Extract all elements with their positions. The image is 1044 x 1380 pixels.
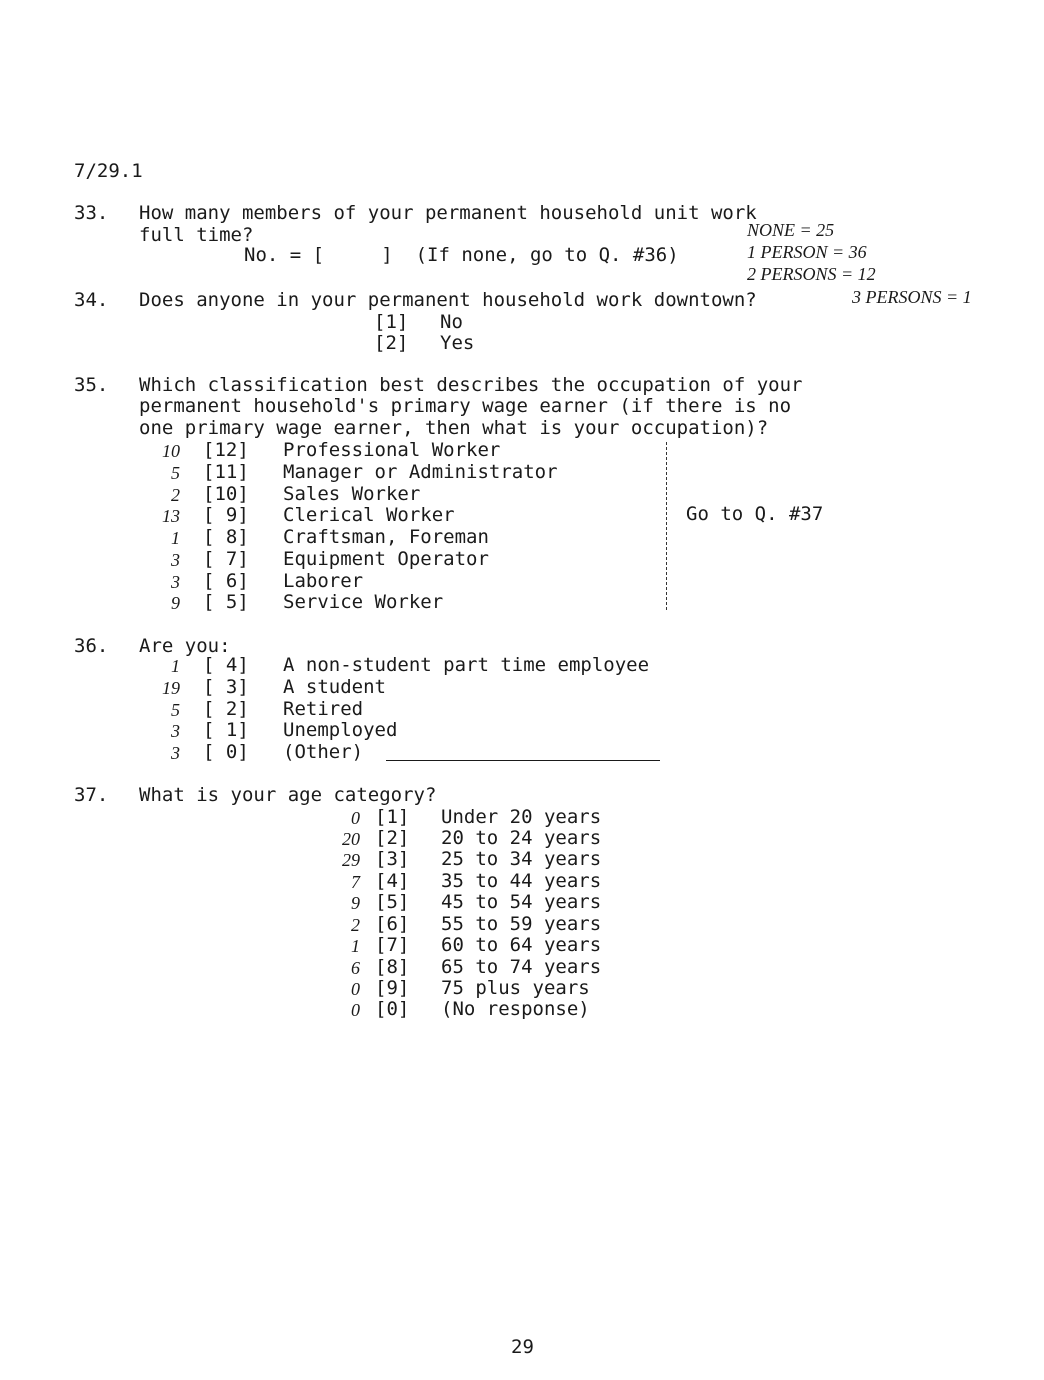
- q33-text-line1: How many members of your permanent household unit work: [139, 202, 757, 224]
- q36-count: 3: [171, 743, 180, 763]
- q37-label: 55 to 59 years: [441, 913, 602, 935]
- q37-code[interactable]: [3]: [375, 848, 410, 870]
- q35-count: 3: [171, 572, 180, 592]
- q35-text-line3: one primary wage earner, then what is your occupation)?: [139, 417, 769, 439]
- q36-code[interactable]: [ 3]: [203, 676, 249, 698]
- q35-code[interactable]: [10]: [203, 483, 249, 505]
- q37-code[interactable]: [4]: [375, 870, 410, 892]
- q35-number: 35.: [74, 374, 109, 396]
- q37-number: 37.: [74, 784, 109, 806]
- q37-count: 20: [342, 829, 360, 849]
- q35-code[interactable]: [ 5]: [203, 591, 249, 613]
- q35-label: Sales Worker: [283, 483, 421, 505]
- q34-number: 34.: [74, 289, 109, 311]
- q37-count: 0: [351, 808, 360, 828]
- q37-text: What is your age category?: [139, 784, 437, 806]
- q36-label: Retired: [283, 698, 364, 720]
- q36-number: 36.: [74, 635, 109, 657]
- q35-label: Laborer: [283, 570, 364, 592]
- q35-skip-divider: [666, 442, 667, 610]
- q37-count: 2: [351, 915, 360, 935]
- q37-label: 25 to 34 years: [441, 848, 602, 870]
- q35-label: Equipment Operator: [283, 548, 489, 570]
- page-number: 29: [511, 1336, 534, 1358]
- q33-tally-1-person: 1 PERSON = 36: [747, 242, 867, 262]
- q35-code[interactable]: [12]: [203, 439, 249, 461]
- q36-code[interactable]: [ 4]: [203, 654, 249, 676]
- q33-tally-2-persons: 2 PERSONS = 12: [747, 264, 876, 284]
- q37-code[interactable]: [8]: [375, 956, 410, 978]
- q35-code[interactable]: [ 9]: [203, 504, 249, 526]
- q37-label: (No response): [441, 998, 590, 1020]
- q33-tally-none: NONE = 25: [747, 220, 835, 240]
- q35-count: 13: [162, 506, 180, 526]
- q37-code[interactable]: [9]: [375, 977, 410, 999]
- q35-code[interactable]: [ 6]: [203, 570, 249, 592]
- q33-text-line2: full time?: [139, 224, 254, 246]
- q36-label: A non-student part time employee: [283, 654, 650, 676]
- q36-label: A student: [283, 676, 386, 698]
- q37-label: 60 to 64 years: [441, 934, 602, 956]
- q34-option-yes-code[interactable]: [2]: [374, 332, 409, 354]
- q34-option-no-label: No: [440, 311, 463, 333]
- q36-other-write-in-line[interactable]: [386, 760, 660, 761]
- q36-label: (Other): [283, 741, 364, 763]
- q35-label: Craftsman, Foreman: [283, 526, 489, 548]
- q36-code[interactable]: [ 1]: [203, 719, 249, 741]
- q35-count: 9: [171, 593, 180, 613]
- q36-count: 1: [171, 656, 180, 676]
- q35-code[interactable]: [ 8]: [203, 526, 249, 548]
- q35-code[interactable]: [ 7]: [203, 548, 249, 570]
- q37-count: 0: [351, 979, 360, 999]
- q35-count: 2: [171, 485, 180, 505]
- q37-count: 0: [351, 1000, 360, 1020]
- q35-label: Clerical Worker: [283, 504, 455, 526]
- q37-label: 65 to 74 years: [441, 956, 602, 978]
- q37-count: 6: [351, 958, 360, 978]
- q35-label: Service Worker: [283, 591, 444, 613]
- q36-code[interactable]: [ 2]: [203, 698, 249, 720]
- q35-text-line2: permanent household's primary wage earner (if there is no: [139, 395, 792, 417]
- q37-label: 20 to 24 years: [441, 827, 602, 849]
- q37-count: 29: [342, 850, 360, 870]
- q33-number: 33.: [74, 202, 109, 224]
- q36-label: Unemployed: [283, 719, 398, 741]
- q37-count: 1: [351, 936, 360, 956]
- q33-answer-field[interactable]: No. = [ ] (If none, go to Q. #36): [244, 244, 679, 266]
- q37-code[interactable]: [2]: [375, 827, 410, 849]
- q36-count: 19: [162, 678, 180, 698]
- q37-label: Under 20 years: [441, 806, 602, 828]
- q34-option-yes-label: Yes: [440, 332, 475, 354]
- q36-text: Are you:: [139, 635, 231, 657]
- q35-label: Professional Worker: [283, 439, 501, 461]
- q37-count: 9: [351, 893, 360, 913]
- q37-code[interactable]: [6]: [375, 913, 410, 935]
- q36-count: 5: [171, 700, 180, 720]
- q35-count: 5: [171, 463, 180, 483]
- q36-count: 3: [171, 721, 180, 741]
- q36-code[interactable]: [ 0]: [203, 741, 249, 763]
- q37-label: 35 to 44 years: [441, 870, 602, 892]
- q35-text-line1: Which classification best describes the occupation of your: [139, 374, 803, 396]
- q37-code[interactable]: [1]: [375, 806, 410, 828]
- q35-count: 1: [171, 528, 180, 548]
- q35-code[interactable]: [11]: [203, 461, 249, 483]
- q37-code[interactable]: [0]: [375, 998, 410, 1020]
- q35-count: 10: [162, 441, 180, 461]
- q37-code[interactable]: [7]: [375, 934, 410, 956]
- q37-label: 45 to 54 years: [441, 891, 602, 913]
- q35-goto-instruction: Go to Q. #37: [686, 503, 824, 525]
- document-reference: 7/29.1: [74, 160, 143, 182]
- q35-label: Manager or Administrator: [283, 461, 558, 483]
- q33-tally-3-persons: 3 PERSONS = 1: [852, 287, 972, 307]
- q35-count: 3: [171, 550, 180, 570]
- q37-label: 75 plus years: [441, 977, 590, 999]
- q37-code[interactable]: [5]: [375, 891, 410, 913]
- q34-text: Does anyone in your permanent household work downtown?: [139, 289, 757, 311]
- q34-option-no-code[interactable]: [1]: [374, 311, 409, 333]
- q37-count: 7: [351, 872, 360, 892]
